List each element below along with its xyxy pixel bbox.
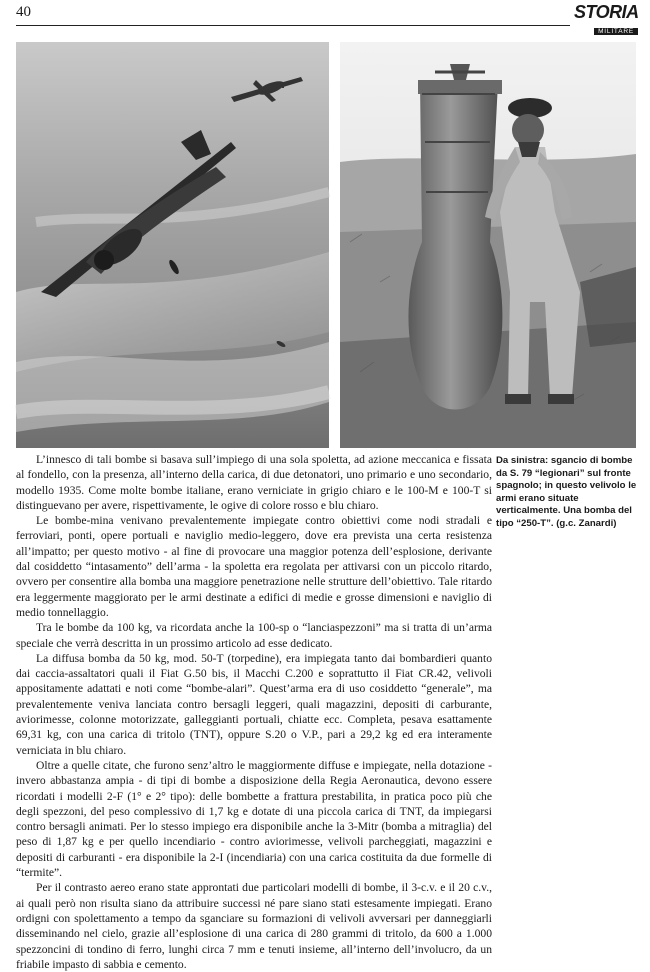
photo-caption: Da sinistra: sgancio di bombe da S. 79 “legionari” sul fronte spagnolo; in questo velivolo le armi erano situate verticalmente. Una bomba del tipo “250-T”. (g.c. Zanardi)	[496, 455, 637, 529]
article-body	[16, 452, 492, 972]
bomb-soldier-photo	[340, 42, 636, 448]
paragraph: Per il contrasto aereo erano state approntati due particolari modelli di bombe, il 3-c.v. e il 20 c.v., ai quali però non risulta siano da attribuire successi né pare siano stati estesamente impiegati. Erano ordigni con spolettamento a tempo da sganciare su formazioni di velivoli avversari per danneggiarli disseminando nel cielo, grazie all’esplosione di una carica di 280 grammi di tritolo, da 600 a 1.000 spezzoncini di tondino di ferro, lunghi circa 7 mm e tenuti insieme, all’interno dell’involucro, da un friabile impasto di sabbia e cemento.	[16, 881, 492, 971]
bombers-photo	[16, 42, 329, 448]
paragraph: L’innesco di tali bombe si basava sull’impiego di una sola spoletta, ad azione meccanica e fissata al fondello, con la presenza, all’interno della carica, di due detonatori, uno primario e uno secondario, modello 1935. Come molte bombe italiane, erano verniciate in grigio chiaro e le 100-M e 100-T si distinguevano per avere, rispettivamente, le ogive di colore rosso e blu chiaro.	[16, 453, 492, 512]
magazine-logo	[574, 4, 638, 38]
paragraph: Oltre a quelle citate, che furono senz’altro le maggiormente diffuse e impiegate, nella dotazione - invero abbastanza ampia - di tipi di bombe a disposizione della Regia Aeronautica, devono essere ricordati i modelli 2-F (1° e 2° tipo): delle bombette a frattura prestabilita, in pratica poco più che degli spezzoni, del peso complessivo di 1,7 kg e dotate di una piccola carica di TNT, da impiegarsi contro bersagli animati. Per lo stesso impiego era disponibile anche la 3-Mitr (bomba a mitraglia) del peso di 1,87 kg e per quello incendiario - contro aviorimesse, velivoli parcheggiati, magazzini e depositi di carburanti - era disponibile la 2-I (incendiaria) con una carica costituita da due formelle di “termite”.	[16, 758, 492, 880]
page-number: 40	[16, 4, 31, 20]
logo-subtitle: MILITARE	[594, 28, 638, 35]
paragraph: Tra le bombe da 100 kg, va ricordata anche la 100-sp o “lanciaspezzoni” ma si tratta di un’arma speciale che verrà descritta in un prossimo articolo ad esse dedicato.	[16, 621, 492, 650]
paragraph: Le bombe-mina venivano prevalentemente impiegate contro obiettivi come nodi stradali e ferroviari, ponti, opere portuali e naviglio medio-leggero, dove era prevista una certa resistenza all’impatto; per questo motivo - al fine di provocare una maggior potenza dell’esplosione, derivante dal cosiddetto “intasamento” dell’arma - la spoletta era regolata per attivarsi con un piccolo ritardo, ovvero per consentire alla bomba una maggiore penetrazione nelle strutture dell’obiettivo. Tale ritardo era leggermente maggiorato per le armi destinate a edifici di medie e grosse dimensioni e naviglio di medio tonnellaggio.	[16, 514, 492, 619]
logo-title: STORIA	[574, 2, 639, 22]
header-rule	[16, 25, 570, 26]
paragraph: La diffusa bomba da 50 kg, mod. 50-T (torpedine), era impiegata tanto dai bombardieri quanto dai caccia-assaltatori quali il Fiat G.50 bis, il Macchi C.200 e soprattutto il Fiat CR.42, velivoli appositamente adattati e noti come “bombe-alari”. Quest’arma era di uso cosiddetto “generale”, ma prevalentemente veniva lanciata contro bersagli leggeri, quali magazzini, depositi di carburante, aviorimesse, colonne motorizzate, galleggianti portuali, chiatte ecc. Completa, pesava esattamente 69,31 kg, con una carica di tritolo (TNT), oppure S.20 o V.P., pari a 29,2 kg ed era interamente verniciata in blu chiaro.	[16, 651, 492, 757]
